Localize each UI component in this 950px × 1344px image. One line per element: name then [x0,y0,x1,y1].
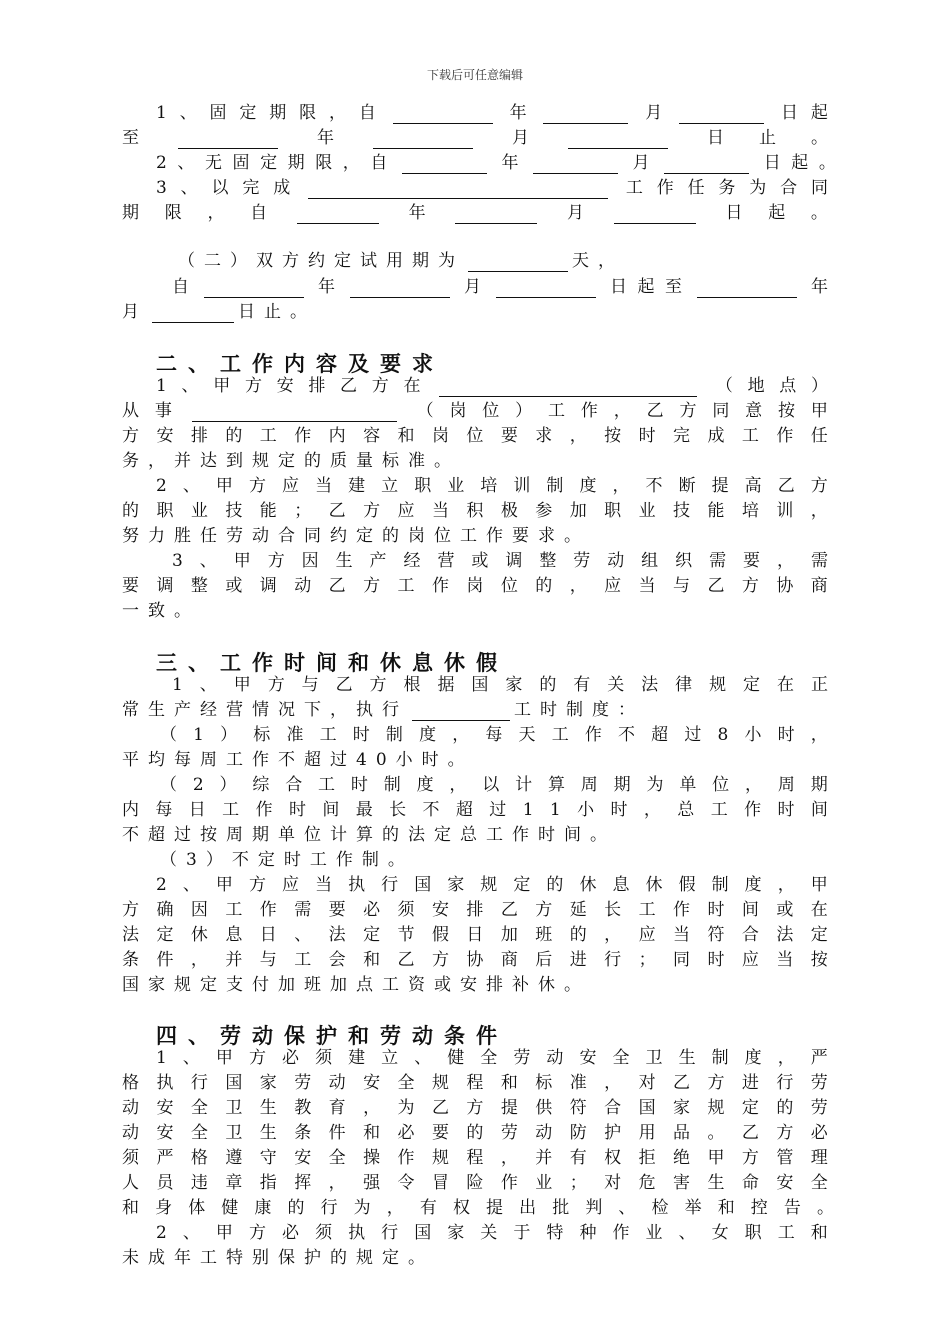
fill-in-blank[interactable] [393,107,493,124]
text-line: 1 、 甲 方 必 须 建 立 、 健 全 劳 动 安 全 卫 生 制 度 ， 严 [156,1048,828,1068]
fill-in-blank[interactable] [373,132,473,149]
text-line: （ 二 ） 双 方 约 定 试 用 期 为 天 ， [178,251,624,271]
text-line: 的 职 业 技 能 ； 乙 方 应 当 积 极 参 加 职 业 技 能 培 训 ， [122,501,828,521]
fill-in-blank[interactable] [204,281,304,298]
fill-in-blank[interactable] [533,157,618,174]
text-line: 动 安 全 卫 生 条 件 和 必 要 的 劳 动 防 护 用 品 。 乙 方 必 [122,1123,828,1143]
text-line: （ 3 ） 不 定 时 工 作 制 。 [160,850,414,870]
text-line: 3 、 甲 方 因 生 产 经 营 或 调 整 劳 动 组 织 需 要 ， 需 [172,551,828,571]
text-line: 未 成 年 工 特 别 保 护 的 规 定 。 [122,1248,434,1268]
text-line: 月 日 止 。 [122,302,316,322]
text-line: 3 、 以 完 成 工 作 任 务 为 合 同 [156,178,828,198]
section-heading: 二、工作内容及要求 [156,352,444,376]
text-line: 要 调 整 或 调 动 乙 方 工 作 岗 位 的 ， 应 当 与 乙 方 协 商 [122,576,828,596]
fill-in-blank[interactable] [412,704,510,721]
text-line: 内 每 日 工 作 时 间 最 长 不 超 过 1 1 小 时 ， 总 工 作 时 间 [122,800,828,820]
text-line: 法 定 休 息 日 、 法 定 节 假 日 加 班 的 ， 应 当 符 合 法 定 [122,925,828,945]
fill-in-blank[interactable] [178,132,278,149]
fill-in-blank[interactable] [496,281,596,298]
text-line: 须 严 格 遵 守 安 全 操 作 规 程 ， 并 有 权 拒 绝 甲 方 管 理 [122,1148,828,1168]
fill-in-blank[interactable] [568,132,668,149]
text-line: 务 ， 并 达 到 规 定 的 质 量 标 准 。 [122,451,460,471]
text-line: 从 事 （ 岗 位 ） 工 作 ， 乙 方 同 意 按 甲 [122,401,828,421]
text-line: 自 年 月 日 起 至 年 [172,277,828,297]
text-line: 1 、 甲 方 安 排 乙 方 在 （ 地 点 ） [156,376,828,396]
fill-in-blank[interactable] [468,255,568,272]
text-line: 格 执 行 国 家 劳 动 安 全 规 程 和 标 准 ， 对 乙 方 进 行 劳 [122,1073,828,1093]
fill-in-blank[interactable] [679,107,764,124]
text-line: 2 、 甲 方 应 当 建 立 职 业 培 训 制 度 ， 不 断 提 高 乙 方 [156,476,828,496]
fill-in-blank[interactable] [614,207,696,224]
text-line: （ 1 ） 标 准 工 时 制 度 ， 每 天 工 作 不 超 过 8 小 时 ， [160,725,828,745]
text-line: 国 家 规 定 支 付 加 班 加 点 工 资 或 安 排 补 休 。 [122,975,590,995]
text-line: 方 确 因 工 作 需 要 必 须 安 排 乙 方 延 长 工 作 时 间 或 在 [122,900,828,920]
text-line: 1 、 甲 方 与 乙 方 根 据 国 家 的 有 关 法 律 规 定 在 正 [172,675,828,695]
text-line: 2 、 无 固 定 期 限 ， 自 年 月 日 起 。 [156,153,836,173]
text-line: 至 年 月 日 止 。 [122,128,828,148]
fill-in-blank[interactable] [439,380,697,397]
fill-in-blank[interactable] [697,281,797,298]
fill-in-blank[interactable] [543,107,628,124]
fill-in-blank[interactable] [350,281,450,298]
text-line: 和 身 体 健 康 的 行 为 ， 有 权 提 出 批 判 、 检 举 和 控 告 。 [122,1198,834,1218]
text-line: 动 安 全 卫 生 教 育 ， 为 乙 方 提 供 符 合 国 家 规 定 的 劳 [122,1098,828,1118]
fill-in-blank[interactable] [664,157,749,174]
section-heading: 四、劳动保护和劳动条件 [156,1024,508,1048]
text-line: 期 限 ， 自 年 月 日 起 。 [122,203,828,223]
fill-in-blank[interactable] [308,182,608,199]
text-line: 不 超 过 按 周 期 单 位 计 算 的 法 定 总 工 作 时 间 。 [122,825,616,845]
fill-in-blank[interactable] [297,207,379,224]
section-heading: 三、工作时间和休息休假 [156,651,508,675]
text-line: 1 、 固 定 期 限 ， 自 年 月 日 起 [156,103,828,123]
fill-in-blank[interactable] [455,207,537,224]
text-line: 2 、 甲 方 必 须 执 行 国 家 关 于 特 种 作 业 、 女 职 工 和 [156,1223,828,1243]
text-line: （ 2 ） 综 合 工 时 制 度 ， 以 计 算 周 期 为 单 位 ， 周 期 [160,775,828,795]
page-header: 下载后可任意编辑 [426,68,523,82]
fill-in-blank[interactable] [192,405,397,422]
text-line: 人 员 违 章 指 挥 ， 强 令 冒 险 作 业 ； 对 危 害 生 命 安 全 [122,1173,828,1193]
text-line: 努 力 胜 任 劳 动 合 同 约 定 的 岗 位 工 作 要 求 。 [122,526,590,546]
text-line: 平 均 每 周 工 作 不 超 过 4 0 小 时 。 [122,750,474,770]
text-line: 条 件 ， 并 与 工 会 和 乙 方 协 商 后 进 行 ； 同 时 应 当 按 [122,950,828,970]
text-line: 常 生 产 经 营 情 况 下 ， 执 行 工 时 制 度 ： [122,700,644,720]
text-line: 一 致 。 [122,601,200,621]
text-line: 2 、 甲 方 应 当 执 行 国 家 规 定 的 休 息 休 假 制 度 ， 甲 [156,875,828,895]
text-line: 方 安 排 的 工 作 内 容 和 岗 位 要 求 ， 按 时 完 成 工 作 任 [122,426,828,446]
fill-in-blank[interactable] [402,157,487,174]
fill-in-blank[interactable] [152,306,234,323]
